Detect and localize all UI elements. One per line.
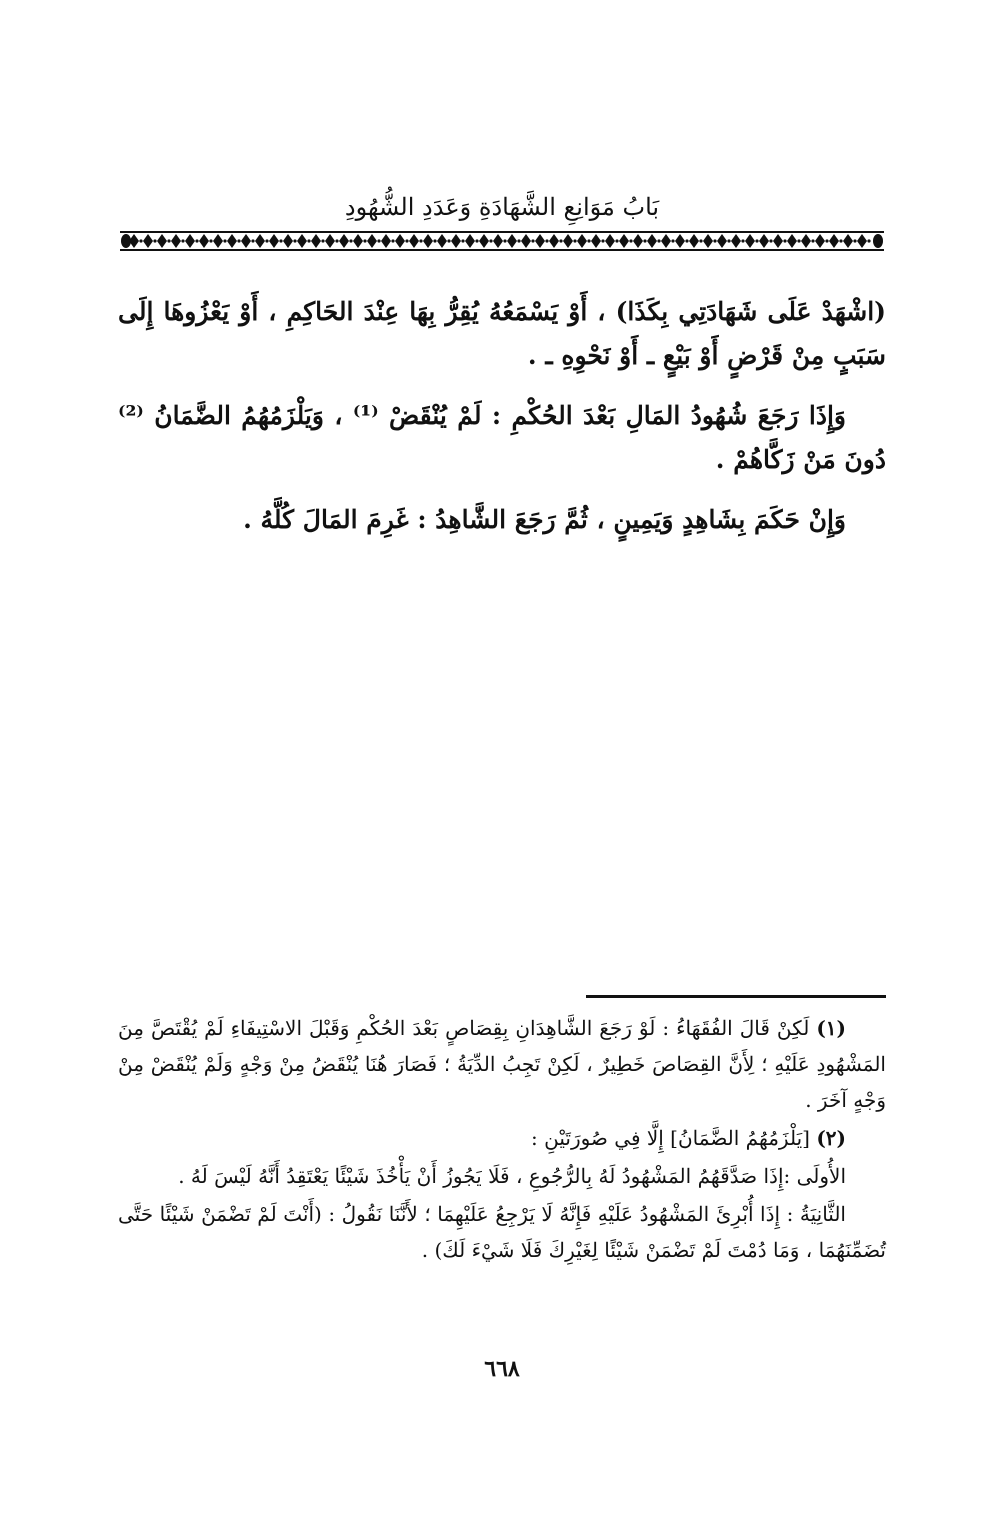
- ornament-end-right: [873, 234, 883, 248]
- ornament-motif: [367, 234, 381, 248]
- ornament-motif: [171, 234, 185, 248]
- ornament-motif: [591, 234, 605, 248]
- ornament-motif: [703, 234, 717, 248]
- ornament-motif: [857, 234, 871, 248]
- ornament-motif: [157, 234, 171, 248]
- ornament-motif: [297, 234, 311, 248]
- ornament-end-left: [121, 234, 131, 248]
- ornament-motif: [185, 234, 199, 248]
- ornament-motif: [227, 234, 241, 248]
- main-text: [118, 290, 886, 558]
- ornament-motif: [395, 234, 409, 248]
- ornament-motif: [661, 234, 675, 248]
- ornament-motif: [409, 234, 423, 248]
- ornament-motif: [647, 234, 661, 248]
- ornament-motif: [507, 234, 521, 248]
- footnote-1-text: لَكِنْ قَالَ الفُقَهَاءُ : لَوْ رَجَعَ الشَّاهِدَانِ بِقِصَاصٍ بَعْدَ الحُكْمِ وَقَبْلَ الاسْتِيفَاءِ لَمْ يُقْتَصَّ مِنَ المَشْهُودِ عَلَيْهِ ؛ لِأَنَّ القِصَاصَ خَطِيرٌ ، لَكِنْ تَجِبُ الدِّيَةُ ؛ فَصَارَ هُنَا يُنْقَضُ مِنْ وَجْهٍ وَلَمْ يُنْقَضْ مِنْ وَجْهٍ آخَرَ .: [118, 1016, 886, 1112]
- page-number: ٦٦٨: [484, 1356, 520, 1382]
- chapter-title: بَابُ مَوَانِعِ الشَّهَادَةِ وَعَدَدِ الشُّهُودِ: [344, 193, 660, 221]
- ornament-motif: [717, 234, 731, 248]
- footnote-separator: [586, 995, 886, 998]
- ornament-motif: [633, 234, 647, 248]
- footnote-1: [118, 1010, 886, 1118]
- footnote-2-first-case: الأُولَى :إِذَا صَدَّقَهُمُ المَشْهُودُ لَهُ بِالرُّجُوعِ ، فَلَا يَجُوزُ أَنْ يَأْخُذَ شَيْئًا يَعْتَقِدُ أَنَّهُ لَيْسَ لَهُ .: [178, 1164, 846, 1188]
- ornament-motif: [451, 234, 465, 248]
- ornament-motif: [787, 234, 801, 248]
- ornament-motif: [283, 234, 297, 248]
- ornament-motif: [731, 234, 745, 248]
- ornament-motif: [689, 234, 703, 248]
- footnotes: [118, 1010, 886, 1270]
- ornament-motif: [255, 234, 269, 248]
- ornament-motif: [843, 234, 857, 248]
- ornament-motif: [745, 234, 759, 248]
- footnote-2-second-case: الثَّانِيَةُ : إِذَا أُبْرِئَ المَشْهُودُ عَلَيْهِ فَإِنَّهُ لَا يَرْجِعُ عَلَيْهِمَا ؛ لأَنَّنَا نَقُولُ : (أَنْتَ لَمْ تَضْمَنْ شَيْئًا حَتَّى تُضَمِّنَهُمَا ، وَمَا دُمْتَ لَمْ تَضْمَنْ شَيْئًا لِغَيْرِكَ فَلَا شَيْءَ لَكَ) .: [118, 1202, 886, 1262]
- ornament-motif: [549, 234, 563, 248]
- ornament-motif: [801, 234, 815, 248]
- ornament-motif: [605, 234, 619, 248]
- ornament-motif: [143, 234, 157, 248]
- ornament-motif: [437, 234, 451, 248]
- ornament-motif: [619, 234, 633, 248]
- paragraph-2: وَإِذَا رَجَعَ شُهُودُ المَالِ بَعْدَ الحُكْمِ : لَمْ يُنْقَضْ ⁽¹⁾ ، وَيَلْزَمُهُمُ الضَّمَانُ ⁽²⁾ دُونَ مَنْ زَكَّاهُمْ .: [118, 401, 886, 474]
- ornament-motif: [829, 234, 843, 248]
- ornament-motif: [199, 234, 213, 248]
- ornament-motif: [577, 234, 591, 248]
- ornament-motif: [465, 234, 479, 248]
- paragraph-3: وَإِنْ حَكَمَ بِشَاهِدٍ وَيَمِينٍ ، ثُمَّ رَجَعَ الشَّاهِدُ : غَرِمَ المَالَ كُلَّهُ .: [243, 505, 846, 534]
- footnote-1-number: (١): [816, 1016, 846, 1040]
- ornament-motif: [563, 234, 577, 248]
- footnote-2-text: [يَلْزَمُهُمُ الضَّمَانُ] إِلَّا فِي صُورَتَيْنِ :: [531, 1126, 810, 1150]
- ornament-motif: [381, 234, 395, 248]
- ornament-motif: [353, 234, 367, 248]
- ornament-motif: [269, 234, 283, 248]
- footnote-2: [118, 1120, 886, 1156]
- ornament-motif: [535, 234, 549, 248]
- ornament-motif: [675, 234, 689, 248]
- footnote-2-number: (٢): [816, 1126, 846, 1150]
- ornament-motif: [241, 234, 255, 248]
- ornament-motif: [325, 234, 339, 248]
- paragraph-1: (اشْهَدْ عَلَى شَهَادَتِي بِكَذَا) ، أَوْ يَسْمَعُهُ يُقِرُّ بِهَا عِنْدَ الحَاكِمِ ، أَوْ يَعْزُوهَا إِلَى سَبَبٍ مِنْ قَرْضٍ أَوْ بَيْعٍ ـ أَوْ نَحْوِهِ ـ .: [118, 297, 886, 370]
- ornament-motif: [815, 234, 829, 248]
- ornament-motif: [493, 234, 507, 248]
- ornament-motif: [213, 234, 227, 248]
- ornament-line-bottom: [120, 249, 884, 251]
- ornament-line-top: [120, 231, 884, 233]
- ornament-motif: [339, 234, 353, 248]
- ornament-motif: [759, 234, 773, 248]
- ornament-motif: [479, 234, 493, 248]
- ornament-motif: [311, 234, 325, 248]
- ornament-motif: [129, 234, 143, 248]
- ornament-motif: [773, 234, 787, 248]
- ornament-motif: [521, 234, 535, 248]
- ornamental-border: [120, 230, 884, 252]
- ornament-motif: [423, 234, 437, 248]
